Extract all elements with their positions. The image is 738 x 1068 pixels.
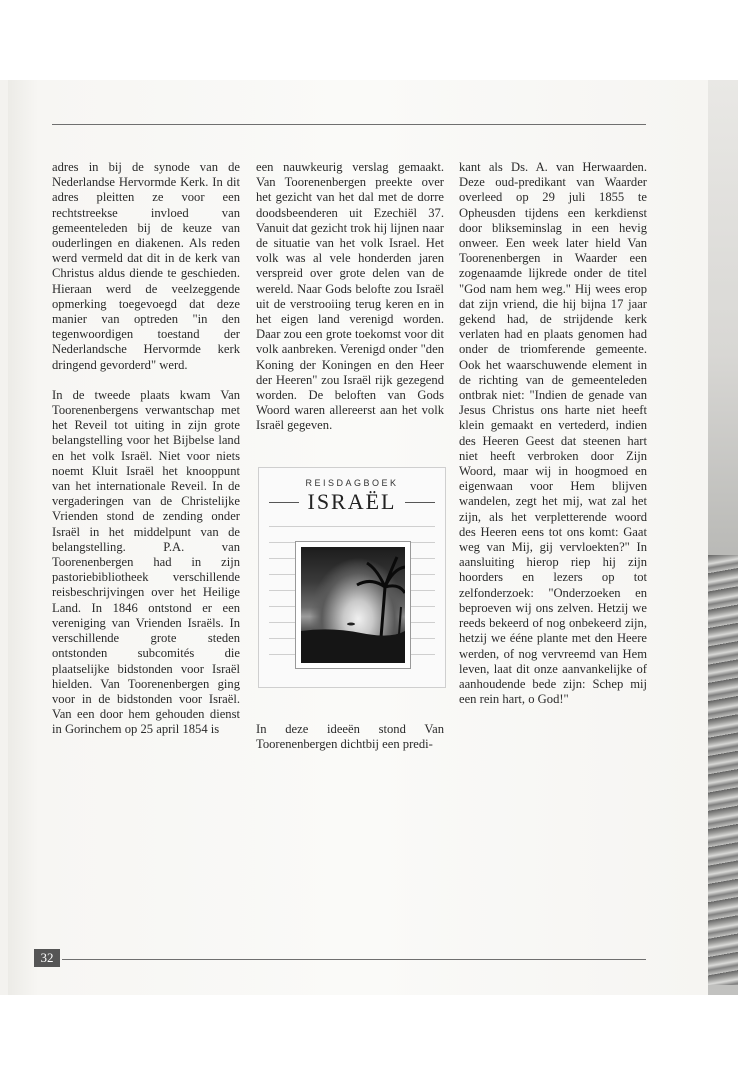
adjacent-page-photo xyxy=(708,555,738,985)
page-number: 32 xyxy=(34,949,60,967)
text-column-2 xyxy=(256,160,444,434)
scan-margin-top xyxy=(0,0,738,80)
palm-silhouette-icon xyxy=(301,547,405,663)
adjacent-page-tab xyxy=(708,288,738,310)
book-cover-label: REISDAGBOEK xyxy=(305,478,399,488)
sunset-palm-photo xyxy=(301,547,405,663)
paragraph: In de tweede plaats kwam Van Toorenenbergens verwantschap met het Reveil tot uiting in zijn grote belangstelling voor het Bijbelse land en het volk Israël. Niet voor niets noemt Kluit Israël het knooppunt van het internationale Reveil. In de vergaderingen van de Christelijke Vrienden stond de zending onder Israël in het middelpunt van de belangstelling. P.A. van Toorenenbergen had in zijn pastoriebibliotheek verschillende reisbeschrijvingen over het Heilige Land. In 1846 ontstond er een vereniging van Vrienden Israëls. In verschillende grote steden ontstonden subcomités die plaatselijke bidstonden voor Israël hielden. Van Toorenenbergen ging voor in de bidstonden voor Israël. Van een door hem gehouden dienst in Gorinchem op 25 april 1854 is xyxy=(52,387,240,737)
book-cover-title-row xyxy=(269,490,435,514)
book-cover-photo-frame xyxy=(295,541,411,669)
paragraph: In deze ideeën stond Van Toorenenbergen dichtbij een predi- xyxy=(256,722,444,752)
paragraph: een nauwkeurig verslag gemaakt. Van Toorenenbergen preekte over het gezicht van het dal met de dorre doodsbeenderen uit Ezechiël 37. Vanuit dat gezicht trok hij lijnen naar de situatie van het volk Israel. Het volk was al vele honderden jaren verspreid over grote delen van de wereld. Naar Gods belofte zou Israël uit de verstrooiing terug keren en in het eigen land verenigd worden. Daar zou een grote toekomst voor dit volk aanbreken. Verenigd onder "den Koning der Koningen en den Heer der Heeren" zou Israël rijk gezegend worden. De beloften van Gods Woord waren allereerst aan het volk Israël gegeven. xyxy=(256,160,444,433)
footer-rule xyxy=(62,959,646,960)
text-column-3 xyxy=(459,160,647,707)
text-column-1 xyxy=(52,160,240,738)
header-rule xyxy=(52,124,646,125)
paragraph: adres in bij de synode van de Nederlandse Hervormde Kerk. In dit adres pleitten ze voor een rechtstreekse invloed van gemeenteleden bij de keuze van ouderlingen en diakenen. Als reden werd vermeld dat dit in de kerk van Christus aldus diende te geschieden. Hieraan werd de veelzeggende opmerking toegevoegd dat deze manier van optreden "in den tegenwoordigen toestand der Nederlandsche Hervormde kerk dringend gevorderd" werd. xyxy=(52,160,240,372)
book-cover-title: ISRAËL xyxy=(307,489,397,514)
paragraph: kant als Ds. A. van Herwaarden. Deze oud-predikant van Waarder overleed op 29 juli 1855 te Opheusden tijdens een kerkdienst door blikseminslag in een hevig onweer. Een week later hield Van Toorenenbergen in Waarder een zogenaamde lijkrede onder de titel "God nam hem weg." Hij wees erop dat zijn vriend, die hij bijna 17 jaar gekend had, de strijdende kerk verlaten had en plaats genomen had onder de triomferende gemeente. Ook het waarschuwende element in de richting van de gemeenteleden ontbrak niet: "Indien de genade van Jesus Christus ons harte niet heeft klein gemaakt en vertederd, indien des Heeren Geest dat steenen hart niet heeft verbroken door Zijn Woord, maar wij in hoogmoed en eigenwaan voor Hem blijven wandelen, zegt het mij, wat zal het zijn, als het verpletterende woord des Heeren eens tot ons komt: Gaat weg van Mij, gij vervloekten?" In aansluiting hierop riep hij zijn hoorders en lezers op tot zelfonderzoek: "Onderzoeken en beproeven wij ons zelven. Hetzij we reeds bekeerd of nog onbekeerd zijn, hetzij we ééne plante met den Heere werden, of nog vervreemd van Hem leven, laat dit onze aanvankelijke of aanhoudende bede zijn: Schep mij een rein hart, o God!" xyxy=(459,160,647,707)
scan-margin-bottom xyxy=(0,995,738,1068)
book-cover-illustration xyxy=(258,467,446,688)
